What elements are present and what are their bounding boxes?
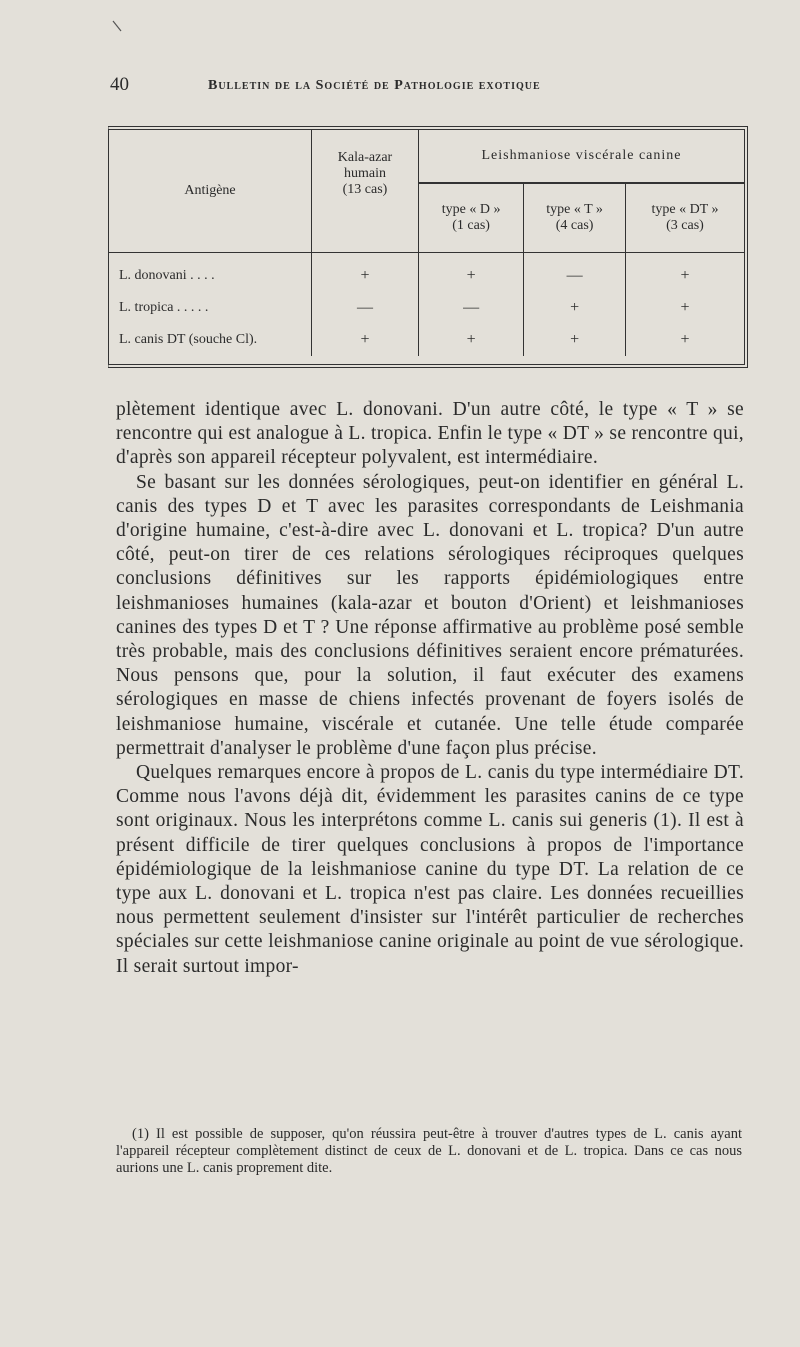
table-cell: + bbox=[312, 324, 419, 356]
paragraph-2: Se basant sur les données sérologiques, peut-on identifier en général L. canis des types D et T avec les parasites correspondants de Leishmania d'origine humaine, c'est-à-dire avec L. donovani et L. tropica? D'un autre côté, peut-on tirer de ces relations sérologiques réciproques quelques conclusions définitives sur les rapports épidémiologiques entre leishmanioses humaines (kala-azar et bouton d'Orient) et leishmanioses canines des types D et T ? Une réponse affirmative au problème posé semble très probable, mais des conclusions définitives seraient encore prématurées. Nous pensons que, pour la solution, il faut exécuter des examens sérologiques en masse de chiens infectés provenant de foyers isolés de leishmaniose humaine, viscérale et cutanée. Une telle étude comparée permettrait d'analyser le problème d'une façon plus précise. bbox=[116, 471, 744, 759]
type-d-label: type « D » bbox=[441, 202, 501, 217]
type-t-count: (4 cas) bbox=[555, 218, 594, 233]
kala-line-1: Kala-azar bbox=[337, 150, 393, 165]
column-header-type-d bbox=[419, 183, 524, 253]
table-cell: + bbox=[312, 253, 419, 293]
group-header: Leishmaniose viscérale canine bbox=[419, 130, 745, 183]
column-header-antigen: Antigène bbox=[109, 130, 312, 253]
type-d-count: (1 cas) bbox=[452, 218, 490, 233]
kala-line-2: humain bbox=[344, 166, 386, 181]
column-header-type-t bbox=[524, 183, 626, 253]
paragraph-1: plètement identique avec L. donovani. D'un autre côté, le type « T » se rencontre qui est analogue à L. tropica. Enfin le type « DT » se rencontre qui, d'après son appareil récepteur polyvalent, est intermédiaire. bbox=[116, 399, 744, 469]
column-header-kala-azar bbox=[312, 130, 419, 253]
table-row bbox=[109, 292, 744, 324]
corner-mark-icon bbox=[112, 20, 122, 32]
kala-line-3: (13 cas) bbox=[342, 182, 388, 197]
page-number: 40 bbox=[110, 74, 129, 95]
table-cell: — bbox=[419, 292, 524, 324]
body-text bbox=[116, 398, 744, 979]
running-title: Bulletin de la Société de Pathologie exotique bbox=[208, 78, 541, 93]
table-cell: + bbox=[419, 324, 524, 356]
type-t-label: type « T » bbox=[546, 202, 603, 217]
table-cell: + bbox=[524, 324, 626, 356]
page-header bbox=[110, 74, 750, 104]
table-cell: + bbox=[524, 292, 626, 324]
row-antigen: L. canis DT (souche Cl). bbox=[109, 324, 312, 356]
table-cell: + bbox=[680, 299, 690, 316]
type-dt-count: (3 cas) bbox=[666, 218, 704, 233]
row-antigen: L. tropica . . . . . bbox=[109, 292, 312, 324]
table-cell: — bbox=[524, 253, 626, 293]
type-dt-label: type « DT » bbox=[651, 202, 719, 217]
table-row bbox=[109, 324, 744, 356]
row-antigen: L. donovani . . . . bbox=[109, 253, 312, 293]
paragraph-3: Quelques remarques encore à propos de L. canis du type intermédiaire DT. Comme nous l'avons déjà dit, évidemment les parasites canins de ce type sont originaux. Nous les interprétons comme L. canis sui generis (1). Il est à présent difficile de tirer quelques conclusions à propos de l'importance épidémiologique de la leishmaniose canine du type DT. La relation de ce type aux L. donovani et L. tropica n'est pas claire. Les données recueillies nous permettent seulement d'insister sur l'intérêt particulier de recherches spéciales sur cette leishmaniose canine originale au point de vue sérologique. Il serait surtout impor- bbox=[116, 762, 744, 977]
table-cell: — bbox=[312, 292, 419, 324]
table-cell: + bbox=[680, 267, 690, 284]
table-cell: + bbox=[419, 253, 524, 293]
footnote: (1) Il est possible de supposer, qu'on réussira peut-être à trouver d'autres types de L. canis ayant l'appareil récepteur complètement distinct de ceux de L. donovani et de L. tropica. Dans ce cas nous aurions une L. canis proprement dite. bbox=[116, 1126, 742, 1176]
table-row bbox=[109, 253, 744, 293]
table-cell: + bbox=[680, 331, 690, 348]
results-table bbox=[108, 126, 748, 368]
column-header-type-dt bbox=[625, 183, 744, 253]
